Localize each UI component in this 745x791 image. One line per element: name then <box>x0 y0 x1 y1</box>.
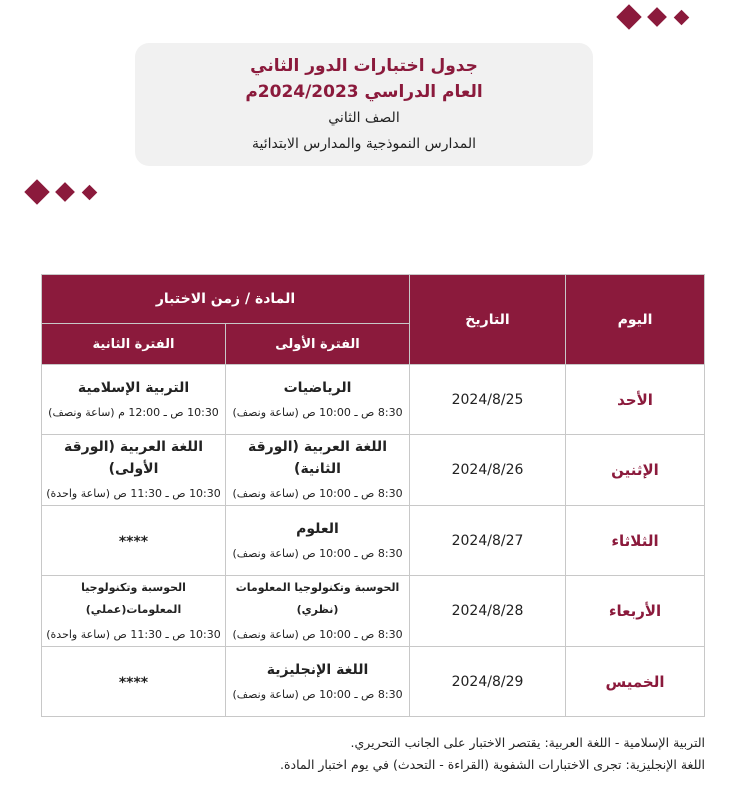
period-2-cell <box>42 506 226 576</box>
period-1-cell <box>226 365 410 435</box>
no-exam-placeholder: **** <box>118 675 149 691</box>
note-line-1: التربية الإسلامية - اللغة العربية: يقتصر الاختبار على الجانب التحريري. <box>350 735 705 750</box>
date-cell: 2024/8/25 <box>410 365 566 435</box>
exam-time: 10:30 ص ـ 11:30 ص (ساعة واحدة) <box>46 628 221 641</box>
day-cell: الإثنين <box>566 435 705 506</box>
title-line-1: جدول اختبارات الدور الثاني <box>250 56 478 76</box>
diamond-icon <box>674 9 690 25</box>
period-2-cell <box>42 576 226 647</box>
period-2-cell <box>42 647 226 717</box>
day-cell: الثلاثاء <box>566 506 705 576</box>
exam-schedule-table <box>41 274 705 717</box>
day-cell: الخميس <box>566 647 705 717</box>
exam-time: 8:30 ص ـ 10:00 ص (ساعة ونصف) <box>232 487 403 500</box>
subject-name: الحوسبة وتكنولوجيا المعلومات(عملي) <box>81 581 186 616</box>
diamond-icon <box>24 179 49 204</box>
diamond-icon <box>55 182 75 202</box>
table-row <box>42 647 705 717</box>
exam-time: 10:30 ص ـ 12:00 م (ساعة ونصف) <box>48 405 219 419</box>
period-1-cell <box>226 506 410 576</box>
note-line-2: اللغة الإنجليزية: تجرى الاختبارات الشفوية (القراءة - التحدث) في يوم اختبار المادة. <box>280 757 705 772</box>
day-cell: الأربعاء <box>566 576 705 647</box>
table-row <box>42 506 705 576</box>
subject-name: الرياضيات <box>283 379 352 396</box>
period-2-cell <box>42 435 226 506</box>
exam-time: 8:30 ص ـ 10:00 ص (ساعة ونصف) <box>232 405 403 419</box>
col-header-period-2: الفترة الثانية <box>42 324 226 365</box>
date-cell: 2024/8/26 <box>410 435 566 506</box>
grade-label: الصف الثاني <box>328 110 400 126</box>
diamond-icon <box>647 7 667 27</box>
table-row <box>42 435 705 506</box>
period-2-cell <box>42 365 226 435</box>
col-header-subject: المادة / زمن الاختبار <box>42 275 410 324</box>
notes-section <box>85 732 705 776</box>
period-1-cell <box>226 435 410 506</box>
exam-time: 8:30 ص ـ 10:00 ص (ساعة ونصف) <box>232 546 403 560</box>
day-cell: الأحد <box>566 365 705 435</box>
col-header-date: التاريخ <box>410 275 566 365</box>
table-row <box>42 576 705 647</box>
period-1-cell <box>226 647 410 717</box>
date-cell: 2024/8/29 <box>410 647 566 717</box>
subject-name: التربية الإسلامية <box>77 379 190 396</box>
diamond-icon <box>616 4 641 29</box>
date-cell: 2024/8/28 <box>410 576 566 647</box>
decorative-diamonds-top <box>620 8 687 26</box>
subject-name: اللغة العربية (الورقة الثانية) <box>248 439 387 477</box>
period-1-cell <box>226 576 410 647</box>
exam-time: 10:30 ص ـ 11:30 ص (ساعة واحدة) <box>46 487 221 500</box>
subject-name: الحوسبة وتكنولوجيا المعلومات (نظري) <box>235 581 400 616</box>
diamond-icon <box>82 184 98 200</box>
title-line-2: العام الدراسي 2024/2023م <box>245 82 483 102</box>
exam-time: 8:30 ص ـ 10:00 ص (ساعة ونصف) <box>232 687 403 701</box>
date-cell: 2024/8/27 <box>410 506 566 576</box>
table-row <box>42 365 705 435</box>
decorative-diamonds-left <box>28 183 95 201</box>
schools-label: المدارس النموذجية والمدارس الابتدائية <box>252 136 476 152</box>
no-exam-placeholder: **** <box>118 534 149 550</box>
subject-name: اللغة الإنجليزية <box>266 661 369 678</box>
exam-time: 8:30 ص ـ 10:00 ص (ساعة ونصف) <box>232 628 403 641</box>
col-header-day: اليوم <box>566 275 705 365</box>
subject-name: اللغة العربية (الورقة الأولى) <box>64 439 203 477</box>
col-header-period-1: الفترة الأولى <box>226 324 410 365</box>
subject-name: العلوم <box>296 520 339 537</box>
header-box <box>135 43 593 166</box>
